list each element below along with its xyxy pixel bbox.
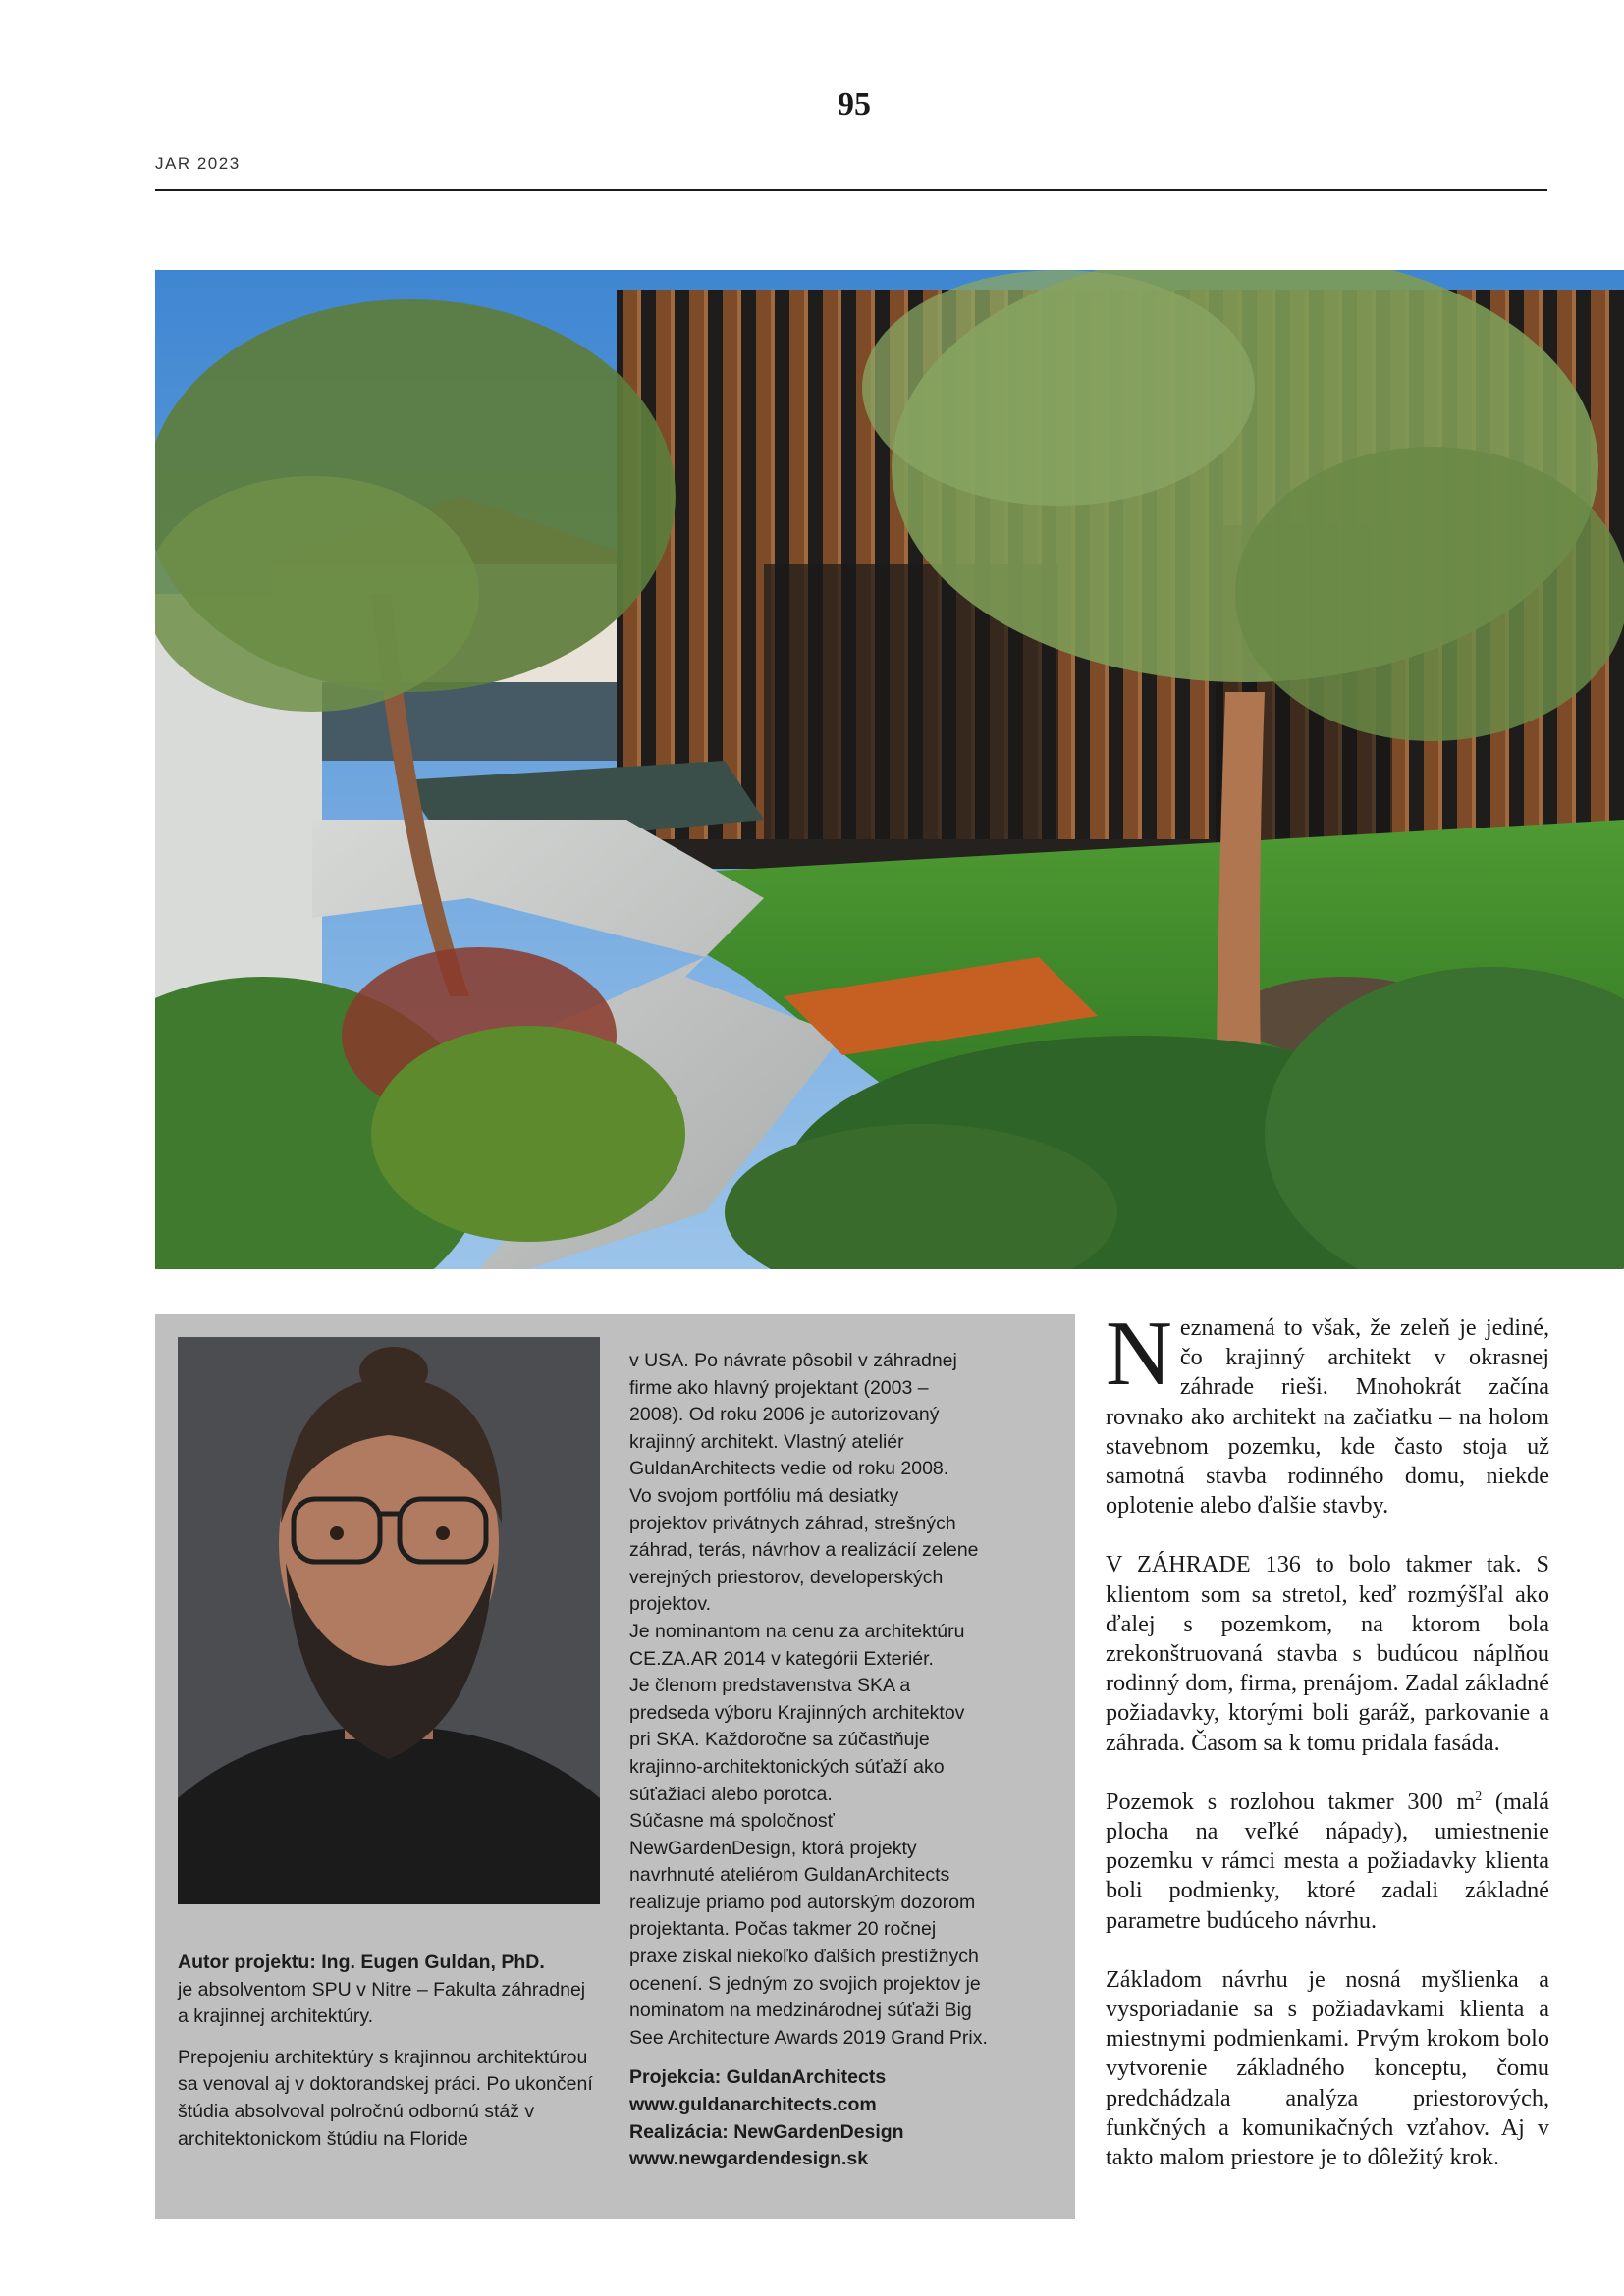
garden-photo [155, 270, 1624, 1269]
bio-paragraph-2: Prepojeniu architektúry s krajinnou architektúrou sa venoval aj v doktorandskej práci. Po ukončení štúdia absolvoval polročnú odbornú stáž v architektonickom štúdiu na Floride [178, 2046, 593, 2150]
issue-label: JAR 2023 [155, 154, 241, 173]
page-number: 95 [838, 86, 871, 123]
article-paragraph-3 [1106, 1788, 1549, 1936]
author-label: Autor projektu: Ing. Eugen Guldan, PhD. [178, 1951, 545, 1973]
author-text: je absolventom SPU v Nitre – Fakulta záhradnej a krajinnej architektúry. [178, 1978, 586, 2028]
portrait-photo [178, 1337, 600, 1904]
area-text: Pozemok s rozlohou takmer 300 m [1106, 1788, 1476, 1815]
article-paragraph-2: V ZÁHRADE 136 to bolo takmer tak. S klientom som sa stretol, keď rozmýšľal ako ďalej s pozemkom, na ktorom bola zrekonštruovaná stavba s budúcou náplňou rodinný dom, firma, prenájom. Zadal základné požiadavky, ktorými boli garáž, parkovanie a záhrada. Časom sa k tomu pridala fasáda. [1106, 1551, 1549, 1756]
area-text-rest: (malá plocha na veľké nápady), umiestnenie pozemku v rámci mesta a požiadavky klienta boli podmienky, ktoré zadali základné parametre budúceho návrhu. [1106, 1788, 1549, 1934]
bio-column-left [178, 1949, 600, 2166]
portrait-illustration [178, 1337, 600, 1904]
article-column [1106, 1303, 1549, 2202]
garden-photo-illustration [155, 270, 1624, 1269]
article-paragraph-4: Základom návrhu je nosná myšlienka a vysporiadanie sa s požiadavkami klienta a miestnymi podmienkami. Prvým krokom bolo vytvorenie základného konceptu, čomu predchádzala analýza priestorových, funkčných a komunikačných vzťahov. Aj v takto malom priestore je to dôležitý krok. [1106, 1965, 1549, 2171]
bio-column-right [629, 1348, 1061, 2173]
project-credits: Projekcia: GuldanArchitects www.guldanarchitects.com Realizácia: NewGardenDesign www.newgardendesign.sk [629, 2066, 904, 2170]
superscript: 2 [1475, 1789, 1483, 1804]
header-rule [155, 189, 1547, 191]
article-paragraph-1 [1106, 1303, 1549, 1521]
article-paragraph-1-text: eznamená to však, že zeleň je jediné, čo krajinný architekt v okrasnej záhrade rieši. Mnohokrát začína rovnako ako architekt na začiatku – na holom stavebnom pozemku, kde často stoja už samotná stavba rodinného domu, niekde oplotenie alebo ďalšie stavby. [1106, 1314, 1549, 1520]
bio-continuation: v USA. Po návrate pôsobil v záhradnej firme ako hlavný projektant (2003 – 2008). Od roku 2006 je autorizovaný krajinný architekt. Vlastný ateliér GuldanArchitects vedie od roku 2008. Vo svojom portfóliu má desiatky projektov privátnych záhrad, strešných záhrad, terás, návrhov a realizácií zelene verejných priestorov, developerských projektov. Je nominantom na cenu za architektúru CE.ZA.AR 2014 v kategórii Exteriér. Je členom predstavenstva SKA a predseda výboru Krajinných architektov pri SKA. Každoročne sa zúčastňuje krajinno-architektonických súťaží ako súťažiaci alebo porotca. Súčasne má spoločnosť NewGardenDesign, ktorá projekty navrhnuté ateliérom GuldanArchitects realizuje priamo pod autorským dozorom projektanta. Počas takmer 20 ročnej praxe získal niekoľko ďalších prestížnych ocenení. S jedným zo svojich projektov je nominatom na medzinárodnej súťaži Big See Architecture Awards 2019 Grand Prix. [629, 1350, 988, 2049]
author-intro [178, 1949, 600, 2031]
drop-cap: N [1106, 1303, 1172, 1405]
